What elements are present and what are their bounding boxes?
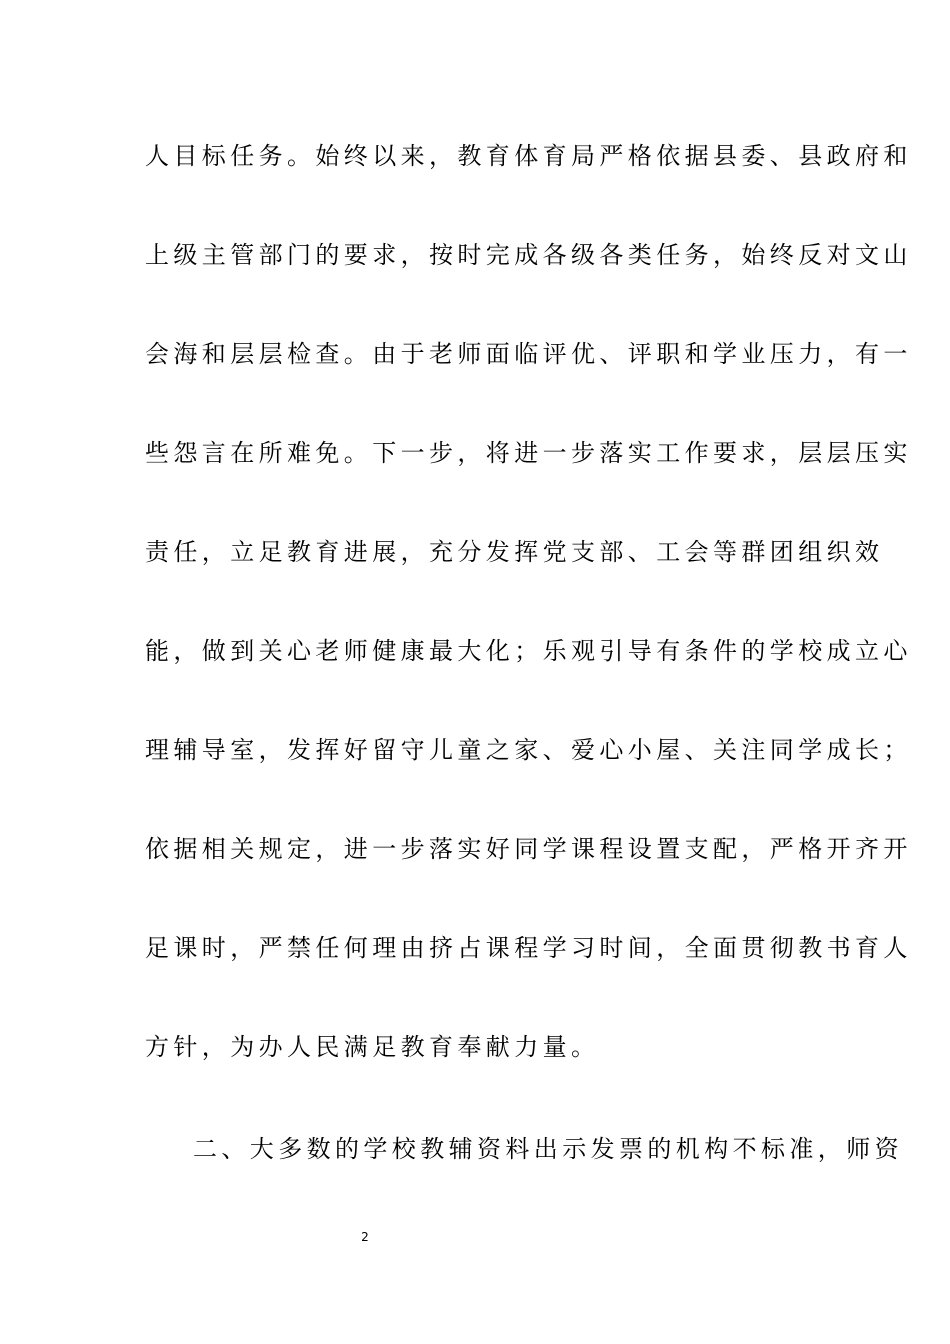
- paragraph-line-1: 人目标任务。始终以来，教育体育局严格依据县委、县政府和: [145, 142, 912, 170]
- section-heading-line: 二、大多数的学校教辅资料出示发票的机构不标准，师资: [193, 1135, 903, 1163]
- paragraph-line-7: 理辅导室，发挥好留守儿童之家、爱心小屋、关注同学成长；: [145, 736, 912, 764]
- paragraph-line-5: 责任，立足教育进展，充分发挥党支部、工会等群团组织效: [145, 538, 884, 566]
- paragraph-line-10: 方针，为办人民满足教育奉献力量。: [145, 1033, 600, 1061]
- paragraph-line-6: 能，做到关心老师健康最大化；乐观引导有条件的学校成立心: [145, 637, 912, 665]
- paragraph-line-8: 依据相关规定，进一步落实好同学课程设置支配，严格开齐开: [145, 835, 912, 863]
- paragraph-line-9: 足课时，严禁任何理由挤占课程学习时间，全面贯彻教书育人: [145, 934, 912, 962]
- page-number: 2: [361, 1230, 369, 1244]
- paragraph-line-3: 会海和层层检查。由于老师面临评优、评职和学业压力，有一: [145, 340, 912, 368]
- paragraph-line-2: 上级主管部门的要求，按时完成各级各类任务，始终反对文山: [145, 241, 912, 269]
- paragraph-line-4: 些怨言在所难免。下一步，将进一步落实工作要求，层层压实: [145, 439, 912, 467]
